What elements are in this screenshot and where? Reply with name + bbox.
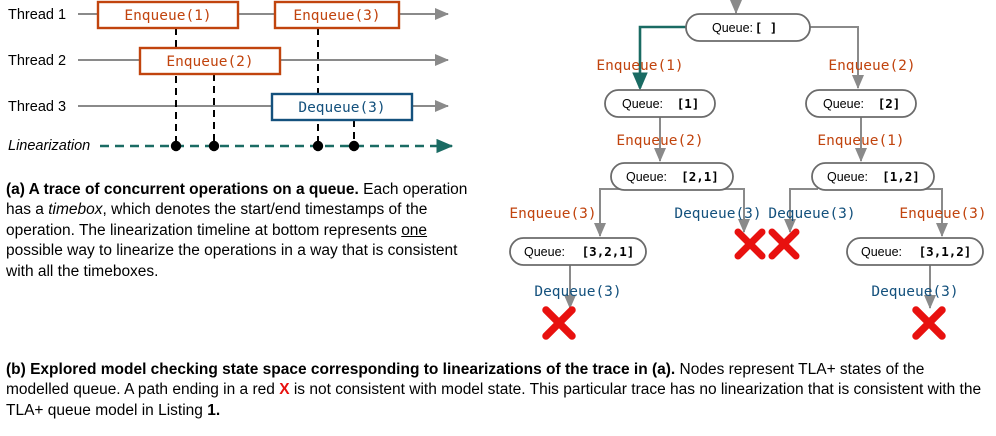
invalid-state-x-icon-4 [916, 310, 942, 336]
edge-queue-21-to-queue-321 [600, 189, 628, 236]
state-node-queue-2-label: Queue: [823, 97, 865, 111]
state-node-queue-312-label: Queue: [861, 245, 903, 259]
invalid-state-x-icon-3 [546, 310, 572, 336]
edge-label-enqueue-1-top: Enqueue(1) [596, 58, 684, 74]
invalid-state-x-icon-2 [772, 232, 796, 256]
caption-a-underline-one: one [401, 221, 428, 239]
edge-label-dequeue-3-bottom-right: Dequeue(3) [871, 284, 959, 300]
state-node-root-value: [ ] [754, 20, 778, 35]
invalid-state-x-icon-1 [738, 232, 762, 256]
timebox-enqueue-3-label: Enqueue(3) [293, 8, 381, 24]
state-node-root-label: Queue: [712, 21, 754, 35]
caption-panel-b [6, 360, 990, 421]
linearization-point-4 [349, 141, 359, 151]
state-node-queue-12-label: Queue: [827, 170, 869, 184]
panel-b-state-space [509, 2, 986, 336]
state-node-queue-2-value: [2] [877, 96, 901, 111]
linearization-point-3 [313, 141, 323, 151]
state-node-queue-21-label: Queue: [626, 170, 668, 184]
edge-label-enqueue-1-mid: Enqueue(1) [817, 133, 905, 149]
caption-b-title: (b) Explored model checking state space corresponding to linearizations of the trace in (a). [6, 361, 676, 378]
state-node-queue-12-value: [1,2] [882, 169, 920, 184]
timebox-enqueue-2-label: Enqueue(2) [166, 54, 254, 70]
caption-b-body-2: is not consistent with model state. This particular trace has no linearization that is consistent with the TLA+ queue model in Listing [6, 381, 982, 419]
caption-b-body-3: . [215, 401, 221, 419]
state-node-queue-321-label: Queue: [524, 245, 566, 259]
caption-a-body-1: Each operation has a [6, 181, 468, 219]
thread-3-label: Thread 3 [8, 99, 67, 115]
linearization-point-1 [171, 141, 181, 151]
state-node-queue-21-value: [2,1] [681, 169, 719, 184]
edge-label-enqueue-2-top: Enqueue(2) [828, 58, 916, 74]
linearization-point-2 [209, 141, 219, 151]
state-node-queue-1-label: Queue: [622, 97, 664, 111]
caption-b-listing-number: 1 [207, 401, 216, 419]
timebox-enqueue-1-label: Enqueue(1) [124, 8, 212, 24]
caption-a-italic-timebox: timebox [48, 201, 103, 219]
edge-label-enqueue-3-right: Enqueue(3) [899, 206, 987, 222]
linearization-label: Linearization [8, 138, 91, 154]
caption-b-body-1: Nodes represent TLA+ states of the modelled queue. A path ending in a red [6, 361, 925, 399]
caption-a-body-3: possible way to linearize the operations in a way that is consistent with all the timeboxes. [6, 242, 458, 280]
edge-label-dequeue-3-left-invalid: Dequeue(3) [674, 206, 762, 222]
thread-1-label: Thread 1 [8, 7, 67, 23]
caption-a-body-2: , which denotes the start/end timestamps of the operation. The linearization timeline at bottom represents [6, 201, 428, 239]
panel-a-trace [8, 2, 452, 154]
thread-2-label: Thread 2 [8, 53, 67, 69]
timebox-dequeue-3-label: Dequeue(3) [298, 100, 386, 116]
state-node-queue-312-value: [3,1,2] [918, 244, 972, 259]
edge-label-enqueue-2-mid: Enqueue(2) [616, 133, 704, 149]
caption-a-title: (a) A trace of concurrent operations on a queue. [6, 181, 359, 198]
edge-label-dequeue-3-right-invalid: Dequeue(3) [768, 206, 856, 222]
edge-label-enqueue-3-left: Enqueue(3) [509, 206, 597, 222]
state-node-queue-321-value: [3,2,1] [581, 244, 635, 259]
edge-label-dequeue-3-bottom-left: Dequeue(3) [534, 284, 622, 300]
caption-b-red-x: X [279, 381, 290, 399]
state-node-queue-1-value: [1] [676, 96, 700, 111]
caption-panel-a [6, 180, 468, 282]
